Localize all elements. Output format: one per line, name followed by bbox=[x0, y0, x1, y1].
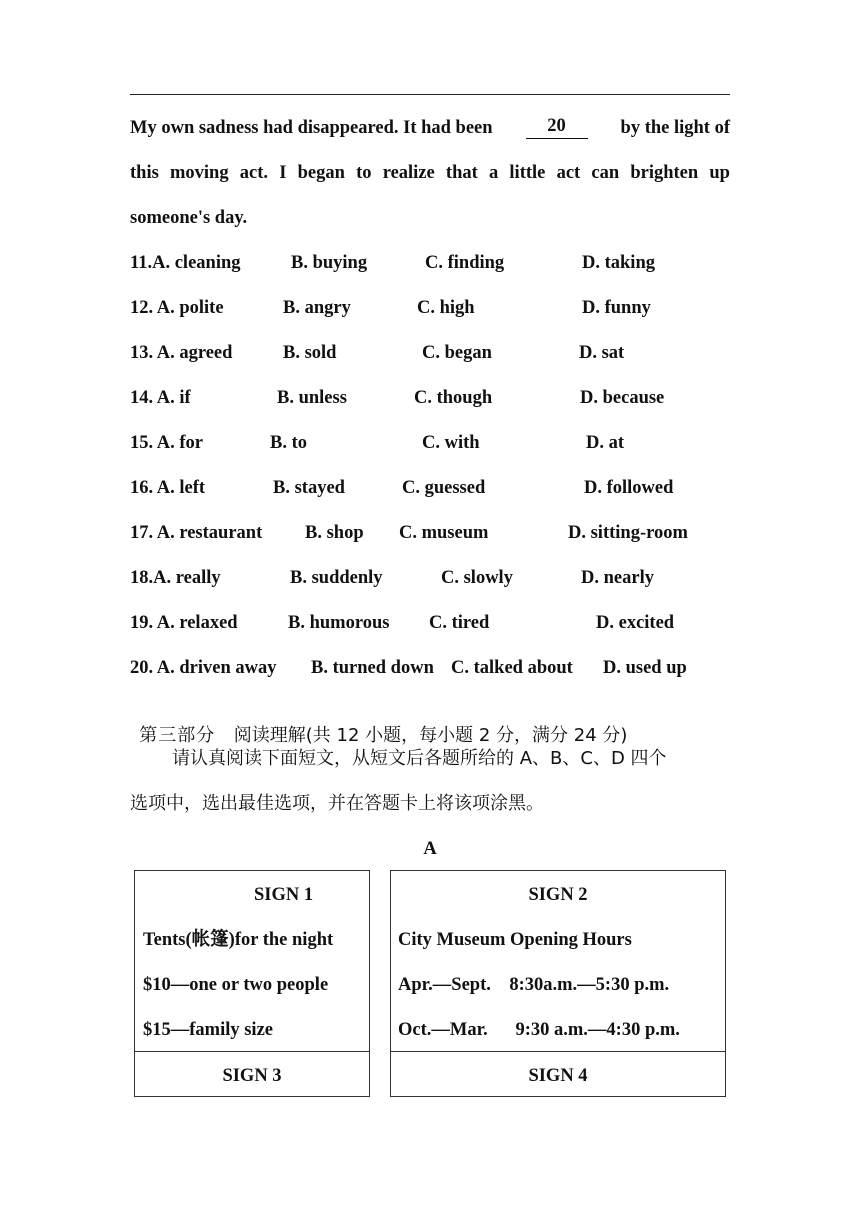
question-number: 19. A. bbox=[130, 613, 175, 633]
passage-text: My own sadness had disappeared. It had been bbox=[130, 118, 493, 138]
question-row bbox=[130, 657, 276, 679]
option-c: C. with bbox=[422, 433, 480, 453]
option-b: B. humorous bbox=[288, 613, 390, 633]
passage-word: up bbox=[709, 163, 730, 183]
passage-word: brighten bbox=[630, 163, 699, 183]
question-number: 13. A. bbox=[130, 343, 175, 363]
question-row bbox=[130, 252, 241, 274]
option-c: C. tired bbox=[429, 613, 490, 633]
instruction-line-1: 请认真阅读下面短文，从短文后各题所给的 A、B、C、D 四个 bbox=[172, 748, 667, 769]
option-c: C. talked about bbox=[451, 658, 573, 678]
question-row bbox=[130, 567, 221, 589]
header-rule bbox=[130, 94, 730, 95]
option-b: B. to bbox=[270, 433, 307, 453]
sign2-line1: City Museum Opening Hours bbox=[398, 930, 632, 950]
sign1-line1: Tents(帐篷)for the night bbox=[143, 930, 334, 950]
divider bbox=[135, 1051, 369, 1052]
question-number: 18.A. bbox=[130, 568, 172, 588]
sign1-line3: $15—family size bbox=[143, 1020, 273, 1040]
question-row bbox=[130, 342, 232, 364]
option-b: B. suddenly bbox=[290, 568, 383, 588]
section-number: 第三部分 bbox=[139, 725, 216, 746]
sign2-line2: Apr.—Sept. 8:30a.m.—5:30 p.m. bbox=[398, 975, 670, 995]
option-c: C. guessed bbox=[402, 478, 486, 498]
question-number: 20. A. bbox=[130, 658, 175, 678]
option-a: really bbox=[175, 568, 221, 588]
option-c: C. museum bbox=[399, 523, 489, 543]
option-a: agreed bbox=[179, 343, 233, 363]
question-row bbox=[130, 612, 238, 634]
section-title: 阅读理解(共 12 小题，每小题 2 分，满分 24 分) bbox=[233, 725, 628, 746]
option-b: B. buying bbox=[291, 253, 368, 273]
passage-label: A bbox=[423, 839, 437, 859]
passage-word: that bbox=[445, 163, 478, 183]
passage-word: I bbox=[279, 163, 287, 183]
option-c: C. slowly bbox=[441, 568, 513, 588]
section-heading bbox=[130, 703, 627, 747]
option-d: D. funny bbox=[582, 298, 651, 318]
passage-word: moving bbox=[169, 163, 229, 183]
passage-word: little bbox=[509, 163, 546, 183]
option-d: D. followed bbox=[584, 478, 674, 498]
option-a: cleaning bbox=[174, 253, 241, 273]
passage-word: a bbox=[488, 163, 499, 183]
option-b: B. unless bbox=[277, 388, 347, 408]
question-row bbox=[130, 477, 205, 499]
option-b: B. turned down bbox=[311, 658, 434, 678]
question-number: 11.A. bbox=[130, 253, 171, 273]
option-a: for bbox=[179, 433, 203, 453]
option-d: D. nearly bbox=[581, 568, 654, 588]
passage-word: can bbox=[591, 163, 620, 183]
sign4-title: SIGN 4 bbox=[528, 1066, 588, 1086]
question-number: 16. A. bbox=[130, 478, 175, 498]
passage-word: realize bbox=[382, 163, 435, 183]
option-a: if bbox=[179, 388, 191, 408]
option-b: B. stayed bbox=[273, 478, 345, 498]
sign2-line3: Oct.—Mar. 9:30 a.m.—4:30 p.m. bbox=[398, 1020, 680, 1040]
option-a: restaurant bbox=[179, 523, 263, 543]
question-row bbox=[130, 522, 262, 544]
question-number: 15. A. bbox=[130, 433, 175, 453]
option-b: B. shop bbox=[305, 523, 364, 543]
option-a: driven away bbox=[179, 658, 277, 678]
option-c: C. though bbox=[414, 388, 493, 408]
option-c: C. began bbox=[422, 343, 492, 363]
option-d: D. taking bbox=[582, 253, 655, 273]
question-row bbox=[130, 297, 224, 319]
passage-word: act bbox=[556, 163, 581, 183]
blank-20: 20 bbox=[526, 117, 588, 139]
question-number: 12. A. bbox=[130, 298, 175, 318]
question-row bbox=[130, 432, 203, 454]
passage-word: act. bbox=[239, 163, 269, 183]
passage-word: to bbox=[356, 163, 372, 183]
passage-line-1 bbox=[130, 117, 730, 139]
instruction-line-2: 选项中，选出最佳选项，并在答题卡上将该项涂黑。 bbox=[130, 793, 544, 814]
question-row bbox=[130, 387, 191, 409]
option-c: C. high bbox=[417, 298, 475, 318]
passage-line-3: someone's day. bbox=[130, 208, 248, 228]
sign1-line2: $10—one or two people bbox=[143, 975, 329, 995]
option-a: left bbox=[179, 478, 206, 498]
option-d: D. at bbox=[586, 433, 625, 453]
option-a: polite bbox=[179, 298, 224, 318]
question-number: 17. A. bbox=[130, 523, 175, 543]
sign3-title: SIGN 3 bbox=[222, 1066, 282, 1086]
sign1-title: SIGN 1 bbox=[254, 885, 314, 905]
option-d: D. sitting-room bbox=[568, 523, 688, 543]
divider bbox=[391, 1051, 725, 1052]
option-a: relaxed bbox=[179, 613, 238, 633]
option-b: B. sold bbox=[283, 343, 337, 363]
option-d: D. used up bbox=[603, 658, 687, 678]
option-d: D. because bbox=[580, 388, 665, 408]
passage-text: by the light of bbox=[620, 118, 730, 138]
passage-word: began bbox=[297, 163, 345, 183]
option-c: C. finding bbox=[425, 253, 505, 273]
passage-line-2 bbox=[130, 162, 730, 184]
question-number: 14. A. bbox=[130, 388, 175, 408]
passage-word: this bbox=[130, 163, 159, 183]
sign2-title: SIGN 2 bbox=[528, 885, 588, 905]
option-d: D. sat bbox=[579, 343, 625, 363]
option-b: B. angry bbox=[283, 298, 351, 318]
option-d: D. excited bbox=[596, 613, 675, 633]
